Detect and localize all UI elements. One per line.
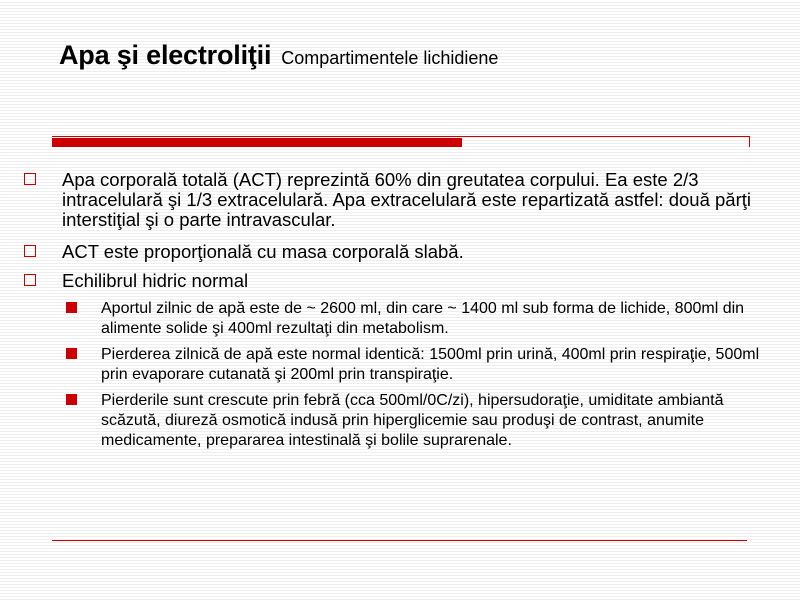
sub-bullet-item-1-text: Aportul zilnic de apă este de ~ 2600 ml, din care ~ 1400 ml sub forma de lichide, 800ml din alimente solide şi 400ml rezultaţi din metabolism.	[101, 300, 745, 337]
footer-rule-line	[52, 540, 747, 541]
sub-bullet-item-1	[101, 299, 766, 339]
slide-subtitle: Compartimentele lichidiene	[281, 48, 499, 68]
bullet-item-1	[62, 170, 752, 230]
sub-bullet-item-3-text: Pierderile sunt crescute prin febră (cca 500ml/0C/zi), hipersudoraţie, umiditate ambiantă scăzută, diureză osmotică indusă prin hiperglicemie sau produşi de contrast, anumite medicamente, prepararea intestinală şi bolile suprarenale.	[101, 392, 724, 449]
bullet-item-2	[62, 242, 752, 262]
bullet-item-3	[62, 271, 752, 291]
hollow-square-bullet-icon	[24, 274, 36, 286]
slide-title: Apa şi electroliţii	[59, 40, 272, 70]
hollow-square-bullet-icon	[24, 245, 36, 257]
bullet-item-1-text: Apa corporală totală (ACT) reprezintă 60% din greutatea corpului. Ea este 2/3 intracelulară şi 1/3 extracelulară. Apa extracelulară este repartizată astfel: două părţi interstiţial şi o parte intravascular.	[62, 169, 751, 230]
sub-bullet-item-2	[101, 345, 766, 385]
bullet-item-3-text: Echilibrul hidric normal	[62, 270, 249, 291]
sub-bullet-item-2-text: Pierderea zilnică de apă este normal identică: 1500ml prin urină, 400ml prin respiraţie, 500ml prin evaporare cutanată şi 200ml prin transpiraţie.	[101, 346, 760, 383]
filled-square-bullet-icon	[66, 302, 77, 313]
hollow-square-bullet-icon	[24, 173, 36, 185]
bullet-item-2-text: ACT este proporţională cu masa corporală slabă.	[62, 241, 464, 262]
filled-square-bullet-icon	[66, 348, 77, 359]
filled-square-bullet-icon	[66, 394, 77, 405]
sub-bullet-item-3	[101, 391, 766, 451]
